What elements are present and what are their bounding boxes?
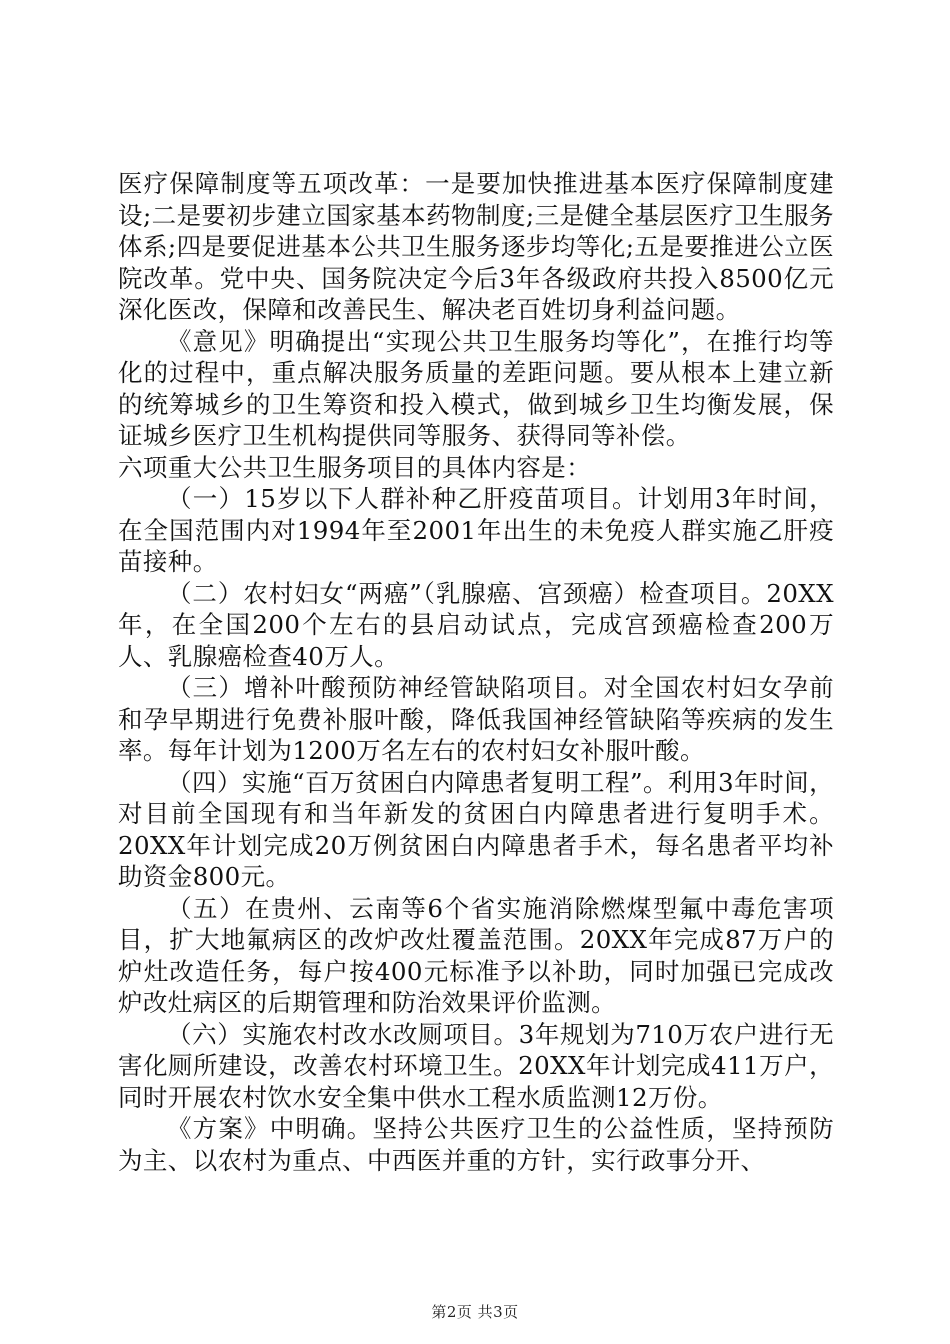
paragraph-project-cataract: （四）实施“百万贫困白内障患者复明工程”。利用3年时间，对目前全国现有和当年新发的贫困白内障患者进行复明手术。20XX年计划完成20万例贫困白内障患者手术，每名患者平均补助资金800元。 — [118, 767, 834, 891]
paragraph-health-insurance-reforms: 医疗保障制度等五项改革：一是要加快推进基本医疗保障制度建设;二是要初步建立国家基本药物制度;三是健全基层医疗卫生服务体系;四是要促进基本公共卫生服务逐步均等化;五是要推进公立医院改革。党中央、国务院决定今后3年各级政府共投入8500亿元深化医改，保障和改善民生、解决老百姓切身利益问题。 — [118, 169, 834, 324]
paragraph-project-two-cancers: （二）农村妇女“两癌”（乳腺癌、宫颈癌）检查项目。20XX年，在全国200个左右的县启动试点，完成宫颈癌检查200万人、乳腺癌检查40万人。 — [118, 578, 834, 671]
paragraph-project-water-toilet: （六）实施农村改水改厕项目。3年规划为710万农户进行无害化厕所建设，改善农村环境卫生。20XX年计划完成411万户，同时开展农村饮水安全集中供水工程水质监测12万份。 — [118, 1019, 834, 1112]
paragraph-plan-principles: 《方案》中明确。坚持公共医疗卫生的公益性质，坚持预防为主、以农村为重点、中西医并重的方针，实行政事分开、 — [118, 1114, 834, 1175]
paragraph-project-fluorosis: （五）在贵州、云南等6个省实施消除燃煤型氟中毒危害项目，扩大地氟病区的改炉改灶覆盖范围。20XX年完成87万户的炉灶改造任务，每户按400元标准予以补助，同时加强已完成改炉改灶病区的后期管理和防治效果评价监测。 — [118, 893, 834, 1017]
paragraph-six-projects-intro: 六项重大公共卫生服务项目的具体内容是： — [118, 452, 592, 482]
paragraph-project-folic-acid: （三）增补叶酸预防神经管缺陷项目。对全国农村妇女孕前和孕早期进行免费补服叶酸，降低我国神经管缺陷等疾病的发生率。每年计划为1200万名左右的农村妇女补服叶酸。 — [118, 673, 834, 765]
paragraph-project-hepatitis-b: （一）15岁以下人群补种乙肝疫苗项目。计划用3年时间，在全国范围内对1994年至2001年出生的未免疫人群实施乙肝疫苗接种。 — [118, 484, 834, 576]
document-body — [118, 168, 834, 1176]
paragraph-opinions-equalization: 《意见》明确提出“实现公共卫生服务均等化”，在推行均等化的过程中，重点解决服务质量的差距问题。要从根本上建立新的统筹城乡的卫生筹资和投入模式，做到城乡卫生均衡发展，保证城乡医疗卫生机构提供同等服务、获得同等补偿。 — [118, 326, 834, 450]
page-number-footer: 第2页 共3页 — [431, 1303, 519, 1321]
